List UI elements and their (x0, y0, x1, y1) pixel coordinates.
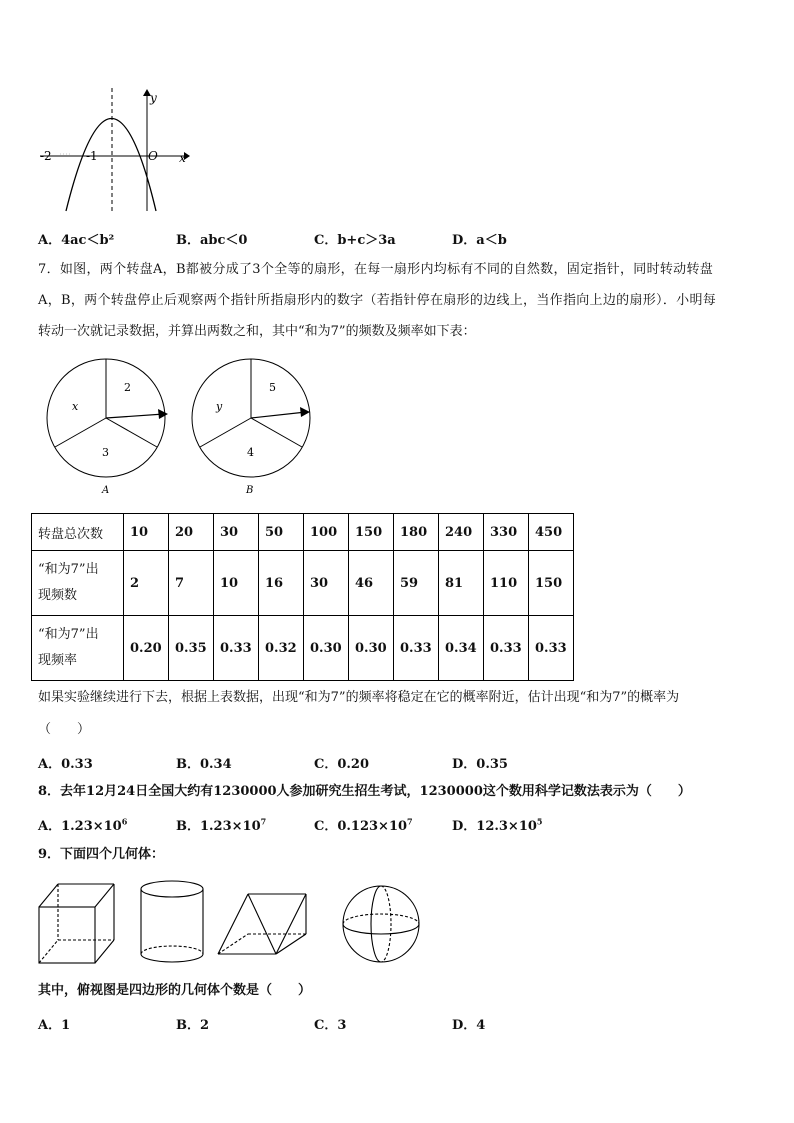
table-cell: 59 (394, 551, 439, 616)
sphere-shape (343, 886, 419, 962)
table-cell: 81 (439, 551, 484, 616)
x-axis-label: x (179, 151, 186, 165)
q8-option-d[interactable]: D．$12.3\times 10^5$ (452, 816, 543, 834)
spinner-b-num1: 5 (269, 381, 276, 394)
q8-text: 8．去年12月24日全国大约有1230000人参加研究生招生考试，1230000这个数用科学记数法表示为（ ） (38, 784, 691, 799)
prism-shape (218, 894, 306, 954)
q7-option-b[interactable]: B．0.34 (176, 757, 232, 772)
q9-option-c[interactable]: C．3 (314, 1018, 347, 1033)
table-header-cell (32, 551, 124, 616)
spinner-a-caption: A (102, 485, 110, 496)
tick-neg1: -1 (86, 149, 98, 163)
table-cell: 0.30 (349, 616, 394, 681)
spinner-b-num3: 4 (247, 446, 254, 459)
q9-option-a[interactable]: A．1 (38, 1018, 71, 1033)
table-cell: 0.33 (214, 616, 259, 681)
table-cell: 46 (349, 551, 394, 616)
table-cell: 0.35 (169, 616, 214, 681)
table-header-cell: 转盘总次数 (32, 514, 124, 551)
origin-label: O (148, 149, 158, 163)
parabola-graph (36, 86, 196, 216)
q7-text-line1: 7．如图，两个转盘A，B都被分成了3个全等的扇形，在每一扇形内均标有不同的自然数，固定指针，同时转动转盘 (38, 262, 714, 277)
table-header-cell (32, 616, 124, 681)
q8-option-b[interactable]: B．$1.23\times 10^7$ (176, 816, 267, 834)
q8-option-c[interactable]: C．$0.123\times 10^7$ (314, 816, 413, 834)
table-cell: 0.33 (484, 616, 529, 681)
q6-option-c[interactable]: C．b+c＞3a (314, 233, 396, 248)
q9-option-b[interactable]: B．2 (176, 1018, 210, 1033)
geometric-solids-figure (36, 876, 436, 972)
table-cell: 7 (169, 551, 214, 616)
q6-option-d[interactable]: D．a＜b (452, 233, 507, 248)
table-cell: 110 (484, 551, 529, 616)
spinner-a-num1: 2 (124, 381, 131, 394)
q7-option-c[interactable]: C．0.20 (314, 757, 370, 772)
table-cell: 150 (349, 514, 394, 551)
q6-option-b[interactable]: B．abc＜0 (176, 233, 248, 248)
q9-option-d[interactable]: D．4 (452, 1018, 486, 1033)
table-cell: 16 (259, 551, 304, 616)
row2-header-line1: “和为7”出 (38, 562, 99, 577)
table-row (32, 616, 574, 681)
spinner-b-caption: B (246, 485, 254, 496)
q9-question: 其中，俯视图是四边形的几何体个数是（ ） (38, 983, 312, 998)
table-cell: 0.30 (304, 616, 349, 681)
cube-shape (39, 884, 114, 963)
table-cell: 0.34 (439, 616, 484, 681)
q6-option-a[interactable]: A．4ac＜b² (38, 233, 115, 248)
spinner-a-num2: x (72, 400, 79, 413)
tick-neg2: -2 (40, 149, 52, 163)
spinner-b-num2: y (216, 400, 223, 413)
table-cell: 30 (214, 514, 259, 551)
table-cell: 10 (214, 551, 259, 616)
table-cell: 0.33 (529, 616, 574, 681)
spinner-b (192, 359, 310, 496)
cylinder-shape (141, 881, 203, 962)
table-cell: 20 (169, 514, 214, 551)
table-row (32, 551, 574, 616)
row2-header-line2: 现频数 (38, 588, 78, 603)
q7-text-line3: 转动一次就记录数据，并算出两数之和，其中“和为7”的频数及频率如下表： (38, 324, 476, 339)
spinner-a (47, 359, 168, 496)
q7-option-a[interactable]: A．0.33 (38, 757, 93, 772)
table-row (32, 514, 574, 551)
table-cell: 2 (124, 551, 169, 616)
table-cell: 0.32 (259, 616, 304, 681)
table-cell: 0.20 (124, 616, 169, 681)
y-axis-label: y (150, 91, 157, 105)
q8-option-a[interactable]: A．$1.23\times 10^6$ (38, 816, 128, 834)
q7-answer-paren: （ ） (38, 722, 91, 737)
table-cell: 0.33 (394, 616, 439, 681)
frequency-table (31, 513, 574, 681)
q7-after-text: 如果实验继续进行下去，根据上表数据，出现“和为7”的频率将稳定在它的概率附近，估计出现“和为7”的概率为 (38, 690, 680, 705)
table-cell: 330 (484, 514, 529, 551)
table-cell: 10 (124, 514, 169, 551)
table-cell: 100 (304, 514, 349, 551)
q9-text: 9．下面四个几何体： (38, 847, 165, 862)
table-cell: 180 (394, 514, 439, 551)
table-cell: 30 (304, 551, 349, 616)
table-cell: 150 (529, 551, 574, 616)
spinners-figure (40, 356, 330, 501)
table-cell: 240 (439, 514, 484, 551)
q7-text-line2: A，B，两个转盘停止后观察两个指针所指扇形内的数字（若指针停在扇形的边线上，当作指向上边的扇形）．小明每 (38, 293, 717, 308)
table-cell: 450 (529, 514, 574, 551)
q7-option-d[interactable]: D．0.35 (452, 757, 508, 772)
row3-header-line1: “和为7”出 (38, 627, 99, 642)
row3-header-line2: 现频率 (38, 653, 78, 668)
spinner-a-num3: 3 (102, 446, 109, 459)
table-cell: 50 (259, 514, 304, 551)
